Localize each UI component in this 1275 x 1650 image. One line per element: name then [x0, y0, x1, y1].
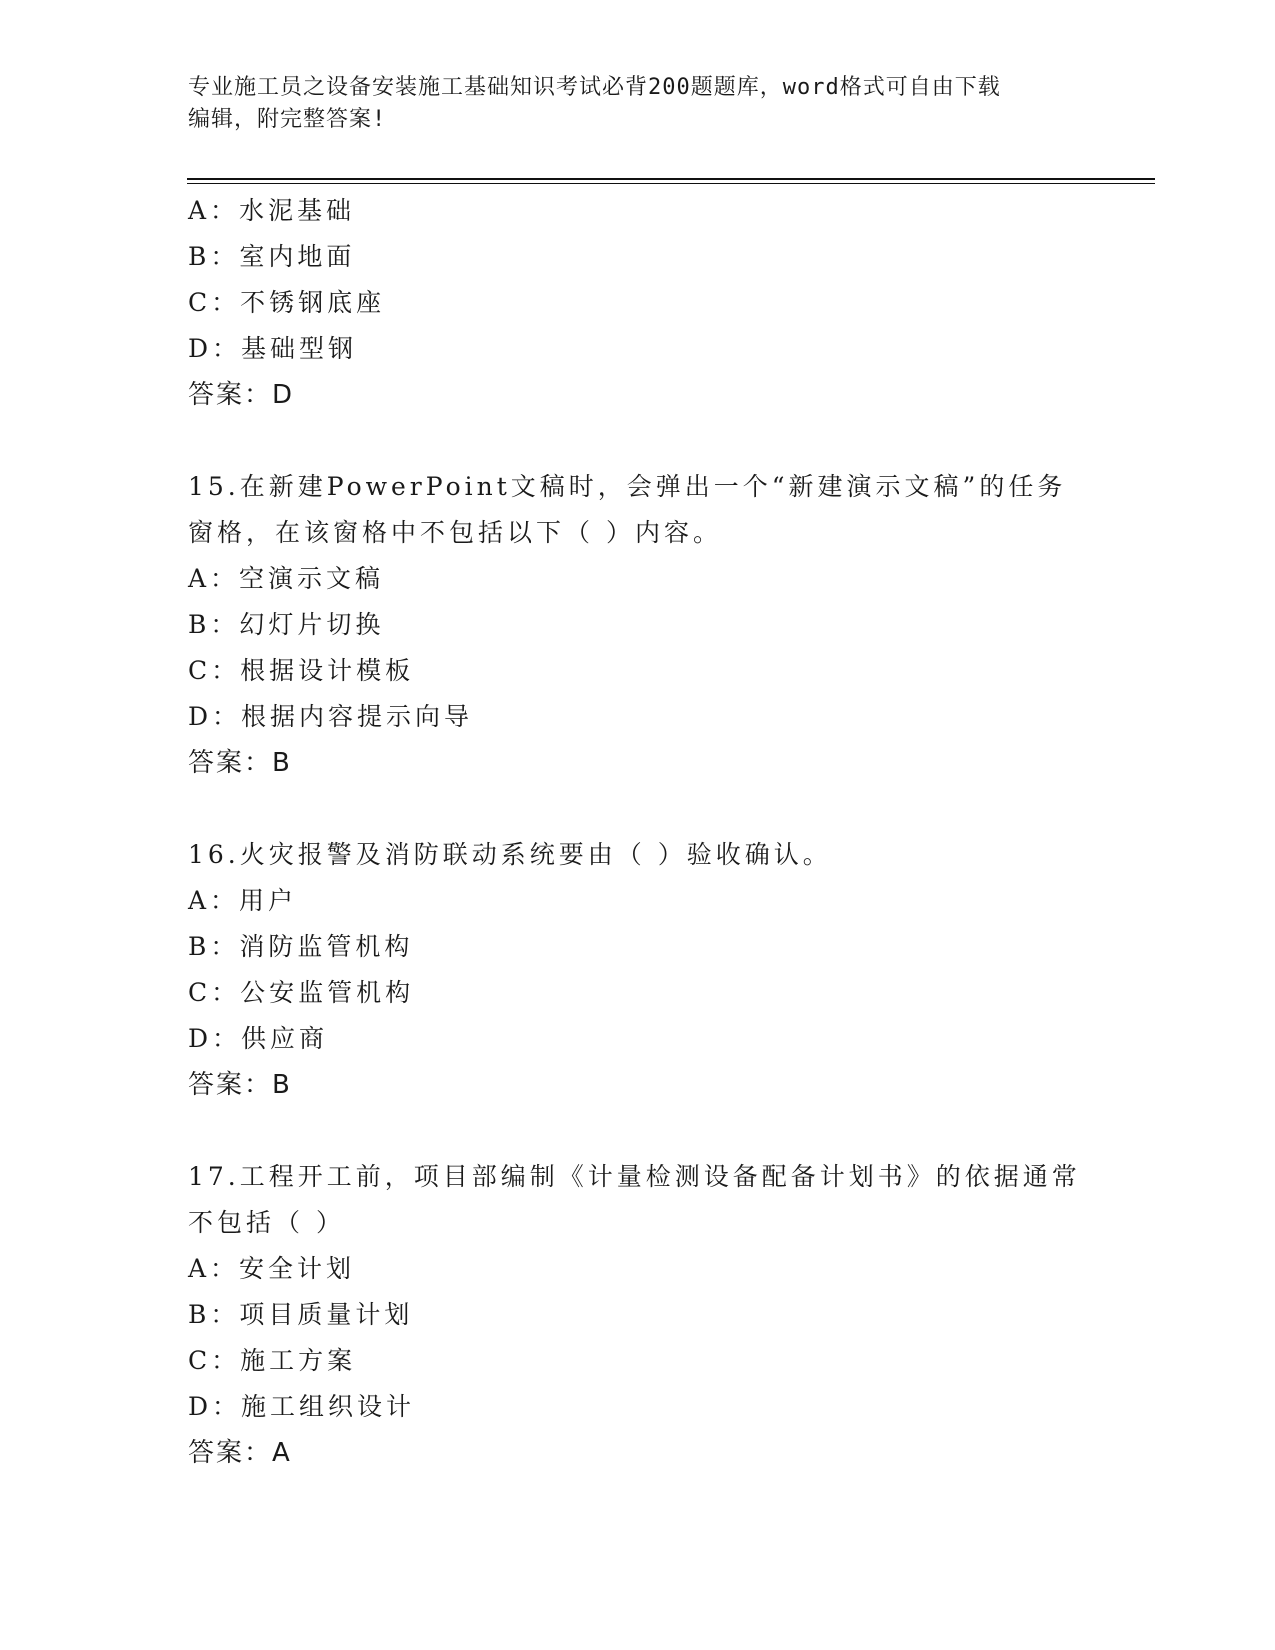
question-block: [188, 832, 1088, 1108]
option-a: A：空演示文稿: [188, 564, 385, 593]
question-text-line2: 不包括（ ）: [188, 1208, 345, 1237]
option-b: B：消防监管机构: [188, 932, 414, 961]
document-header: [188, 72, 1068, 136]
question-list: [188, 188, 1088, 1476]
option-a: A：水泥基础: [188, 196, 356, 225]
option-d: D：根据内容提示向导: [188, 702, 474, 731]
spacer: [188, 418, 1088, 464]
question-text-line1: 16.火灾报警及消防联动系统要由（ ）验收确认。: [188, 840, 832, 869]
answer-line: 答案：A: [188, 1438, 292, 1468]
question-block: [188, 464, 1088, 786]
option-d: D：供应商: [188, 1024, 329, 1053]
option-b: B：幻灯片切换: [188, 610, 385, 639]
option-b: B：室内地面: [188, 242, 356, 271]
option-c: C：不锈钢底座: [188, 288, 386, 317]
question-text-line1: 17.工程开工前，项目部编制《计量检测设备配备计划书》的依据通常: [188, 1162, 1081, 1191]
option-a: A：安全计划: [188, 1254, 356, 1283]
option-c: C：根据设计模板: [188, 656, 415, 685]
question-text-line2: 窗格，在该窗格中不包括以下（ ）内容。: [188, 518, 722, 547]
answer-line: 答案：B: [188, 748, 292, 778]
option-b: B：项目质量计划: [188, 1300, 414, 1329]
header-title-line2: 编辑，附完整答案!: [188, 107, 387, 132]
spacer: [188, 786, 1088, 832]
option-a: A：用户: [188, 886, 298, 915]
question-block: [188, 188, 1088, 418]
header-divider-thin: [187, 183, 1155, 184]
header-title-line1: 专业施工员之设备安装施工基础知识考试必背200题题库，word格式可自由下载: [188, 75, 1001, 100]
option-c: C：施工方案: [188, 1346, 357, 1375]
spacer: [188, 1108, 1088, 1154]
option-c: C：公安监管机构: [188, 978, 415, 1007]
header-divider: [187, 178, 1155, 180]
question-text-line1: 15.在新建PowerPoint文稿时，会弹出一个“新建演示文稿”的任务: [188, 472, 1067, 501]
question-block: [188, 1154, 1088, 1476]
answer-line: 答案：D: [188, 380, 295, 410]
answer-line: 答案：B: [188, 1070, 292, 1100]
option-d: D：基础型钢: [188, 334, 358, 363]
option-d: D：施工组织设计: [188, 1392, 416, 1421]
